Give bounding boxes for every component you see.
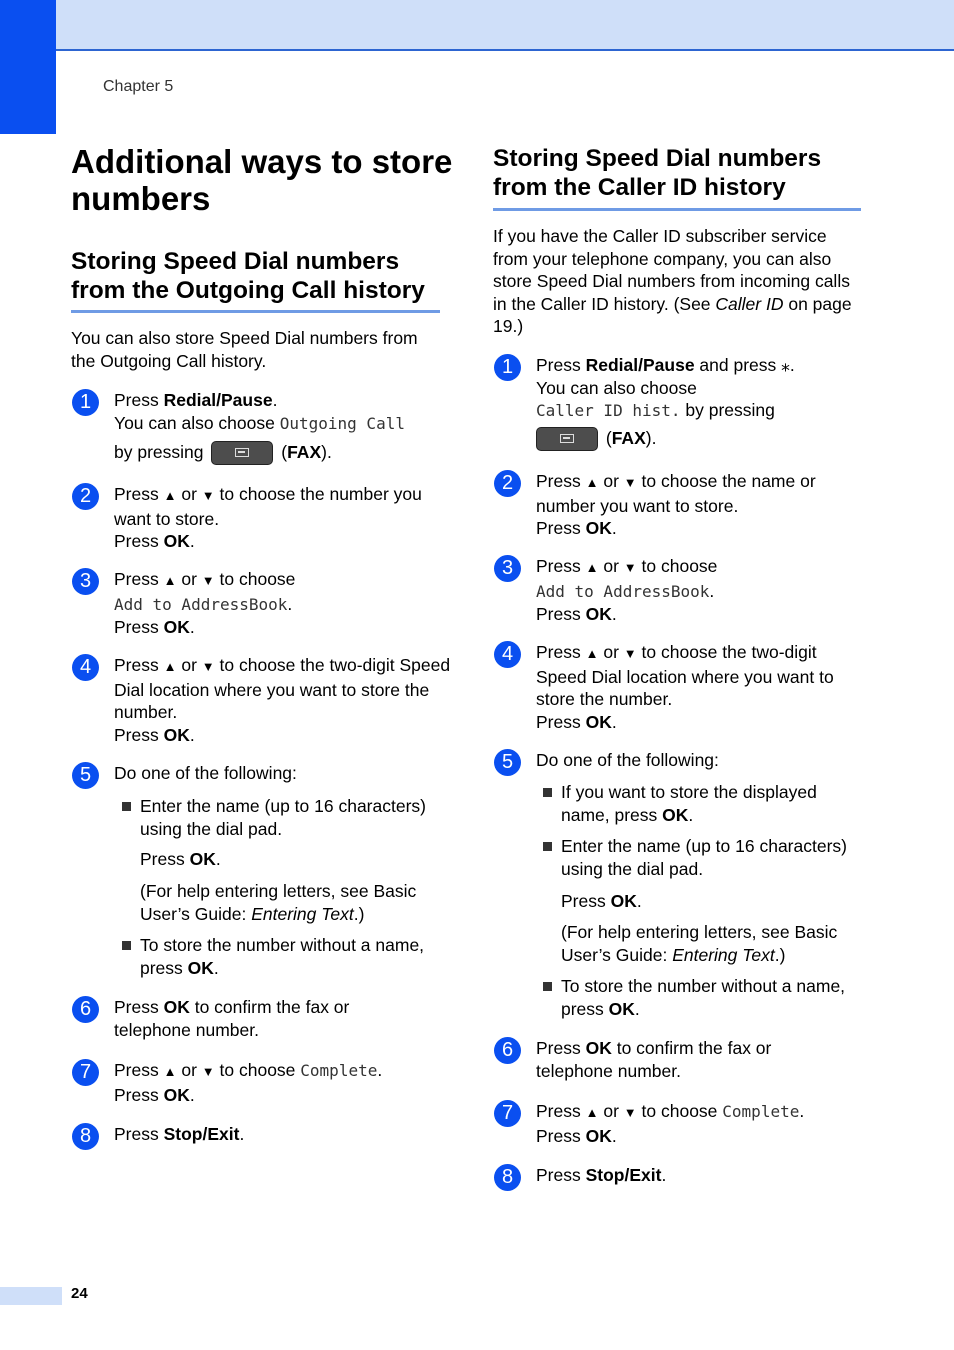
left-heading-rule [71, 310, 440, 313]
step-number: 2 [72, 483, 99, 510]
up-arrow-icon: ▲ [585, 475, 599, 490]
up-arrow-icon: ▲ [585, 560, 599, 575]
up-arrow-icon: ▲ [585, 1105, 599, 1120]
step-number: 1 [72, 389, 99, 416]
chapter-tab [0, 0, 56, 134]
right-intro: If you have the Caller ID subscriber service from your telephone company, you can also store Speed Dial numbers from incoming calls in the Caller ID history. (See Caller ID on page 19.) [493, 226, 852, 336]
up-arrow-icon: ▲ [163, 573, 177, 588]
up-arrow-icon: ▲ [163, 488, 177, 503]
step-number: 7 [72, 1059, 99, 1086]
right-bullet-no-name: To store the number without a name, press OK. [561, 975, 866, 1020]
step-number: 7 [494, 1100, 521, 1127]
right-section-heading: Storing Speed Dial numbers from the Caller ID history [493, 145, 822, 201]
step-number: 4 [72, 654, 99, 681]
fax-button-icon [211, 441, 273, 465]
up-arrow-icon: ▲ [585, 646, 599, 661]
left-bullet-no-name: To store the number without a name, press OK. [140, 934, 445, 979]
step-number: 8 [72, 1123, 99, 1150]
step-number: 6 [72, 996, 99, 1023]
chapter-label: Chapter 5 [103, 78, 174, 95]
down-arrow-icon: ▼ [201, 659, 215, 674]
step-number: 3 [72, 568, 99, 595]
right-bullet-press-ok: Press OK. [561, 891, 642, 911]
right-bullet-help: (For help entering letters, see Basic User’s Guide: Entering Text.) [561, 922, 838, 965]
footer-band [0, 1287, 62, 1305]
down-arrow-icon: ▼ [623, 560, 637, 575]
page-number: 24 [71, 1285, 88, 1302]
left-bullet-help: (For help entering letters, see Basic User’s Guide: Entering Text.) [140, 881, 417, 924]
step-number: 6 [494, 1037, 521, 1064]
left-intro: You can also store Speed Dial numbers from the Outgoing Call history. [71, 328, 418, 371]
up-arrow-icon: ▲ [163, 659, 177, 674]
page-title: Additional ways to store numbers [71, 143, 453, 217]
down-arrow-icon: ▼ [623, 1105, 637, 1120]
down-arrow-icon: ▼ [201, 573, 215, 588]
step-number: 1 [494, 354, 521, 381]
left-section-heading: Storing Speed Dial numbers from the Outgoing Call history [71, 248, 425, 304]
down-arrow-icon: ▼ [623, 475, 637, 490]
star-key-icon: ⁎ [781, 355, 790, 375]
down-arrow-icon: ▼ [201, 488, 215, 503]
step-number: 8 [494, 1164, 521, 1191]
step-number: 5 [72, 762, 99, 789]
left-bullet-press-ok: Press OK. [140, 849, 221, 869]
down-arrow-icon: ▼ [201, 1064, 215, 1079]
step-number: 5 [494, 749, 521, 776]
step-number: 4 [494, 641, 521, 668]
step-number: 2 [494, 470, 521, 497]
up-arrow-icon: ▲ [163, 1064, 177, 1079]
header-band [0, 0, 954, 51]
down-arrow-icon: ▼ [623, 646, 637, 661]
left-bullet-enter-name: Enter the name (up to 16 characters) using the dial pad. [140, 795, 445, 840]
right-bullet-enter-name: Enter the name (up to 16 characters) using the dial pad. [561, 835, 866, 880]
right-bullet-displayed-name: If you want to store the displayed name, press OK. [561, 781, 861, 826]
right-heading-rule [493, 208, 861, 211]
step-number: 3 [494, 555, 521, 582]
fax-button-icon [536, 427, 598, 451]
